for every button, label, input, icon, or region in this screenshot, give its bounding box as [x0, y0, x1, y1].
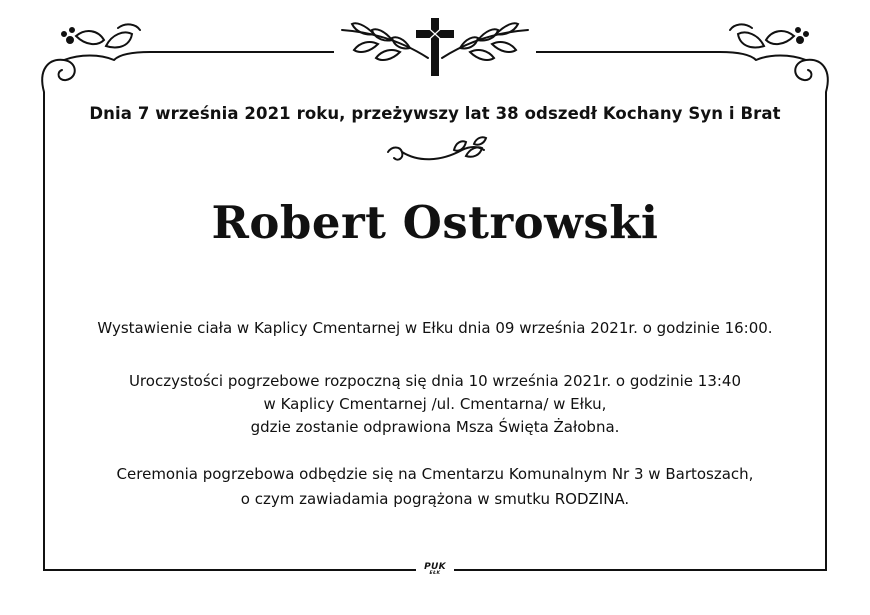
family-notice-line: o czym zawiadamia pogrążona w smutku RODZINA.	[240, 490, 630, 508]
leaf-swirl-divider-icon	[388, 137, 486, 159]
viewing-info-line: Wystawienie ciała w Kaplicy Cmentarnej w Ełku dnia 09 września 2021r. o godzinie 16:00.	[97, 319, 773, 337]
deceased-name: Robert Ostrowski	[211, 196, 659, 249]
mass-line: gdzie zostanie odprawiona Msza Święta Żałobna.	[250, 418, 620, 436]
logo-main-text: PUK	[424, 562, 446, 572]
funeral-start-line: Uroczystości pogrzebowe rozpoczną się dnia 10 września 2021r. o godzinie 13:40	[128, 372, 742, 390]
puk-logo	[415, 563, 455, 577]
chapel-location-line: w Kaplicy Cmentarnej /ul. Cmentarna/ w Ełku,	[263, 395, 607, 413]
logo-sub-text: EŁK	[429, 571, 441, 576]
cross-with-laurel-icon	[342, 18, 528, 76]
floral-corner-icon	[42, 24, 140, 92]
announcement-heading: Dnia 7 września 2021 roku, przeżywszy lat 38 odszedł Kochany Syn i Brat	[89, 104, 781, 123]
cemetery-line: Ceremonia pogrzebowa odbędzie się na Cmentarzu Komunalnym Nr 3 w Bartoszach,	[116, 465, 754, 483]
floral-corner-icon	[730, 24, 828, 92]
